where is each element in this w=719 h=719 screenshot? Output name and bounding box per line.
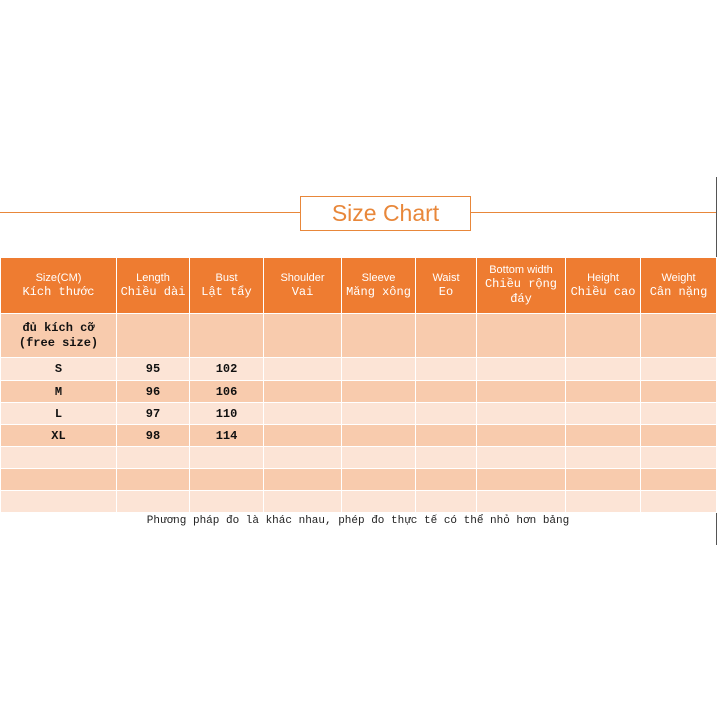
- table-cell: [477, 381, 566, 403]
- table-cell: [117, 447, 190, 469]
- table-cell: XL: [1, 425, 117, 447]
- title-line-right: [471, 212, 716, 213]
- header-bottom-width: Bottom width Chiều rộng đáy: [477, 258, 566, 314]
- table-cell: [477, 403, 566, 425]
- table-cell: [416, 358, 477, 381]
- table-cell: 102: [190, 358, 264, 381]
- table-row: [1, 469, 717, 491]
- table-cell: [264, 469, 342, 491]
- table-cell: [264, 403, 342, 425]
- table-cell: 110: [190, 403, 264, 425]
- header-size: Size(CM) Kích thước: [1, 258, 117, 314]
- table-cell: [342, 447, 416, 469]
- table-cell: [641, 469, 717, 491]
- table-cell: [190, 469, 264, 491]
- table-cell: [264, 425, 342, 447]
- header-weight: Weight Cân nặng: [641, 258, 717, 314]
- table-cell: [1, 469, 117, 491]
- table-cell: [416, 381, 477, 403]
- table-cell: [416, 469, 477, 491]
- footnote: Phương pháp đo là khác nhau, phép đo thực tế có thể nhỏ hơn bảng: [146, 515, 570, 527]
- size-table: [0, 257, 717, 513]
- table-cell: [342, 381, 416, 403]
- table-cell: [117, 469, 190, 491]
- table-cell: [264, 381, 342, 403]
- table-cell: [1, 447, 117, 469]
- table-cell: [342, 469, 416, 491]
- table-cell: 95: [117, 358, 190, 381]
- table-cell: [566, 425, 641, 447]
- table-cell: [117, 491, 190, 513]
- table-cell: L: [1, 403, 117, 425]
- table-row: [1, 447, 717, 469]
- header-sleeve: Sleeve Măng xông: [342, 258, 416, 314]
- free-size-row: [1, 314, 717, 358]
- table-cell: [641, 425, 717, 447]
- table-cell: [416, 447, 477, 469]
- table-row: [1, 425, 717, 447]
- table-cell: [477, 358, 566, 381]
- table-cell: [566, 469, 641, 491]
- table-cell: [641, 491, 717, 513]
- header-height: Height Chiều cao: [566, 258, 641, 314]
- table-cell: [566, 358, 641, 381]
- table-cell: S: [1, 358, 117, 381]
- table-cell: [566, 491, 641, 513]
- table-cell: M: [1, 381, 117, 403]
- table-cell: [566, 381, 641, 403]
- table-row: [1, 491, 717, 513]
- table-cell: [477, 447, 566, 469]
- table-cell: [342, 491, 416, 513]
- table-cell: [264, 358, 342, 381]
- table-cell: [190, 447, 264, 469]
- table-row: [1, 403, 717, 425]
- table-row: [1, 381, 717, 403]
- table-cell: [264, 491, 342, 513]
- header-bust: Bust Lật tẩy: [190, 258, 264, 314]
- table-cell: [342, 425, 416, 447]
- table-cell: 106: [190, 381, 264, 403]
- table-row: [1, 358, 717, 381]
- table-cell: [1, 491, 117, 513]
- table-cell: [342, 403, 416, 425]
- table-cell: [641, 403, 717, 425]
- table-cell: 96: [117, 381, 190, 403]
- title-line-left: [0, 212, 300, 213]
- table-cell: [264, 447, 342, 469]
- table-cell: [641, 381, 717, 403]
- table-cell: [416, 491, 477, 513]
- header-waist: Waist Eo: [416, 258, 477, 314]
- chart-title: Size Chart: [300, 196, 471, 231]
- header-shoulder: Shoulder Vai: [264, 258, 342, 314]
- table-cell: [190, 491, 264, 513]
- table-cell: [416, 425, 477, 447]
- table-cell: [477, 469, 566, 491]
- table-cell: [641, 358, 717, 381]
- table-cell: 98: [117, 425, 190, 447]
- table-cell: [566, 447, 641, 469]
- free-size-label: đủ kích cỡ (free size): [1, 314, 117, 358]
- table-cell: [566, 403, 641, 425]
- table-cell: [416, 403, 477, 425]
- table-cell: 114: [190, 425, 264, 447]
- table-cell: [641, 447, 717, 469]
- table-cell: 97: [117, 403, 190, 425]
- table-cell: [477, 425, 566, 447]
- header-length: Length Chiều dài: [117, 258, 190, 314]
- header-row: [1, 258, 717, 314]
- table-cell: [477, 491, 566, 513]
- table-cell: [342, 358, 416, 381]
